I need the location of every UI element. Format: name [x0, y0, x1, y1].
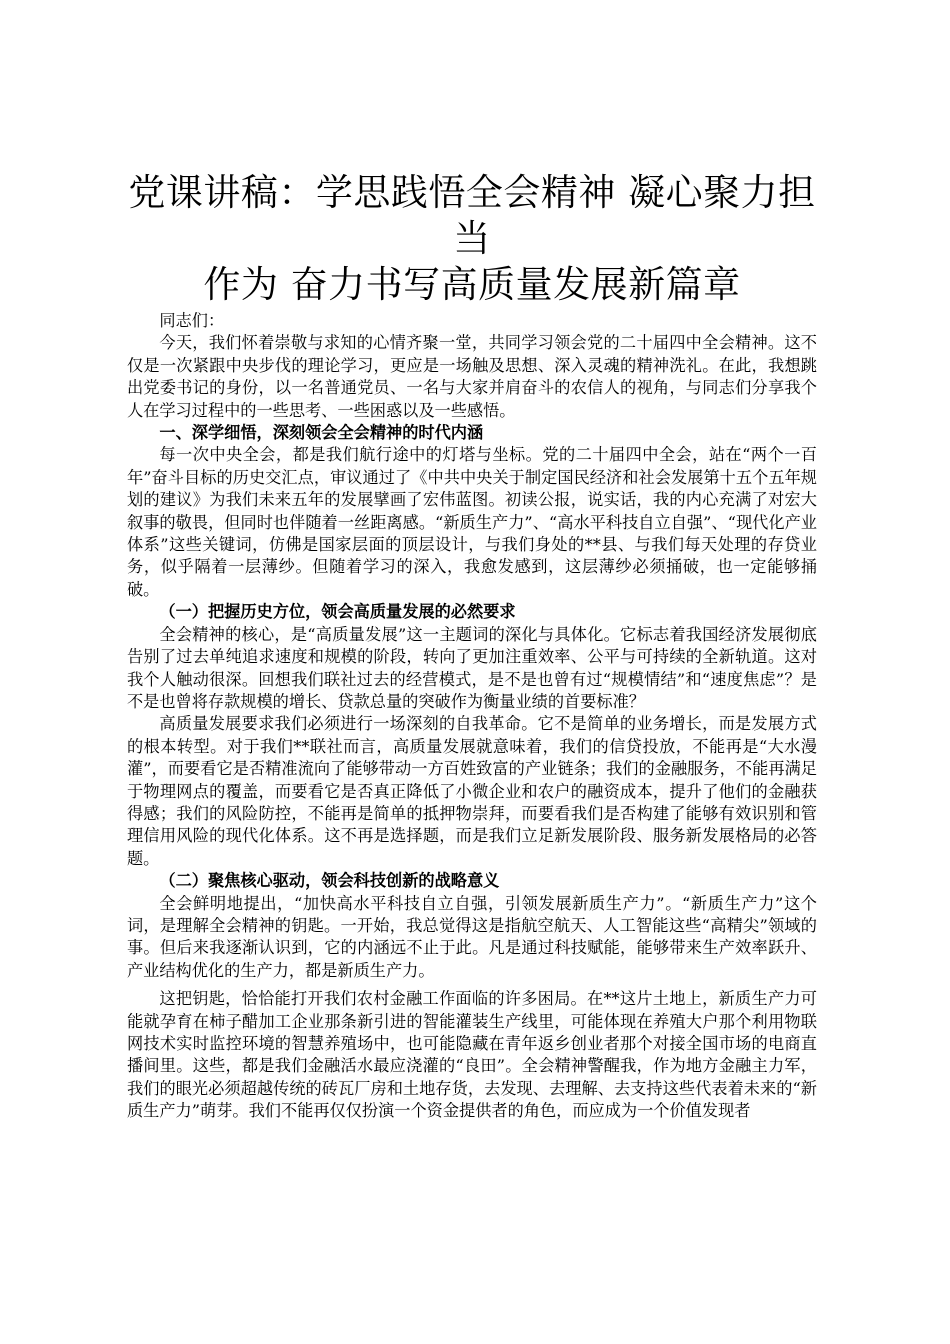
subsection-2-heading: （二）聚焦核心驱动，领会科技创新的战略意义	[159, 871, 500, 891]
title-line-1: 党课讲稿：学思践悟全会精神 凝心聚力担当	[128, 171, 816, 260]
subsection-1-paragraph-2: 高质量发展要求我们必须进行一场深刻的自我革命。它不是简单的业务增长，而是发展方式的根本转型。对于我们**联社而言，高质量发展就意味着，我们的信贷投放，不能再是“大水漫灌”，而要看它是否精准流向了能够带动一方百姓致富的产业链条；我们的金融服务，不能再满足于物理网点的覆盖，而要看它是否真正降低了小微企业和农户的融资成本，提升了他们的金融获得感；我们的风险防控，不能再是简单的抵押物崇拜，而要看我们是否构建了能够有效识别和管理信用风险的现代化体系。这不再是选择题，而是我们立足新发展阶段、服务新发展格局的必答题。	[127, 714, 817, 868]
intro-paragraph: 今天，我们怀着崇敬与求知的心情齐聚一堂，共同学习领会党的二十届四中全会精神。这不仅是一次紧跟中央步伐的理论学习，更应是一场触及思想、深入灵魂的精神洗礼。在此，我想跳出党委书记的身份，以一名普通党员、一名与大家并肩奋斗的农信人的视角，与同志们分享我个人在学习过程中的一些思考、一些困惑以及一些感悟。	[127, 333, 817, 420]
subsection-1-paragraph-1: 全会精神的核心，是“高质量发展”这一主题词的深化与具体化。它标志着我国经济发展彻底告别了过去单纯追求速度和规模的阶段，转向了更加注重效率、公平与可持续的全新轨道。这对我个人触动很深。回想我们联社过去的经营模式，是不是也曾有过“规模情结”和“速度焦虑”？是不是也曾将存款规模的增长、贷款总量的突破作为衡量业绩的首要标准？	[127, 624, 817, 711]
document-title	[127, 170, 817, 310]
subsection-2-paragraph-1: 全会鲜明地提出，“加快高水平科技自立自强，引领发展新质生产力”。“新质生产力”这个词，是理解全会精神的钥匙。一开始，我总觉得这是指航空航天、人工智能这些“高精尖”领域的事。但后来我逐渐认识到，它的内涵远不止于此。凡是通过科技赋能，能够带来生产效率跃升、产业结构优化的生产力，都是新质生产力。	[127, 893, 817, 980]
document-body	[127, 170, 817, 1123]
subsection-2-paragraph-2: 这把钥匙，恰恰能打开我们农村金融工作面临的许多困局。在**这片土地上，新质生产力可能就孕育在柿子醋加工企业那条新引进的智能灌装生产线里，可能体现在养殖大户那个利用物联网技术实时监控环境的智慧养殖场中，也可能隐藏在青年返乡创业者那个对接全国市场的电商直播间里。这些，都是我们金融活水最应浇灌的“良田”。全会精神警醒我，作为地方金融主力军，我们的眼光必须超越传统的砖瓦厂房和土地存货，去发现、去理解、去支持这些代表着未来的“新质生产力”萌芽。我们不能再仅仅扮演一个资金提供者的角色，而应成为一个价值发现者	[127, 989, 817, 1121]
section-1-paragraph: 每一次中央全会，都是我们航行途中的灯塔与坐标。党的二十届四中全会，站在“两个一百年”奋斗目标的历史交汇点，审议通过了《中共中央关于制定国民经济和社会发展第十五个五年规划的建议》为我们未来五年的发展擘画了宏伟蓝图。初读公报，说实话，我的内心充满了对宏大叙事的敬畏，但同时也伴随着一丝距离感。“新质生产力”、“高水平科技自立自强”、“现代化产业体系”这些关键词，仿佛是国家层面的顶层设计，与我们身处的**县、与我们每天处理的存贷业务，似乎隔着一层薄纱。但随着学习的深入，我愈发感到，这层薄纱必须捅破，也一定能够捅破。	[127, 445, 817, 599]
section-1-heading: 一、深学细悟，深刻领会全会精神的时代内涵	[159, 423, 484, 443]
subsection-1-heading: （一）把握历史方位，领会高质量发展的必然要求	[159, 602, 516, 622]
title-line-2: 作为 奋力书写高质量发展新篇章	[203, 263, 741, 306]
salutation: 同志们：	[159, 311, 225, 330]
